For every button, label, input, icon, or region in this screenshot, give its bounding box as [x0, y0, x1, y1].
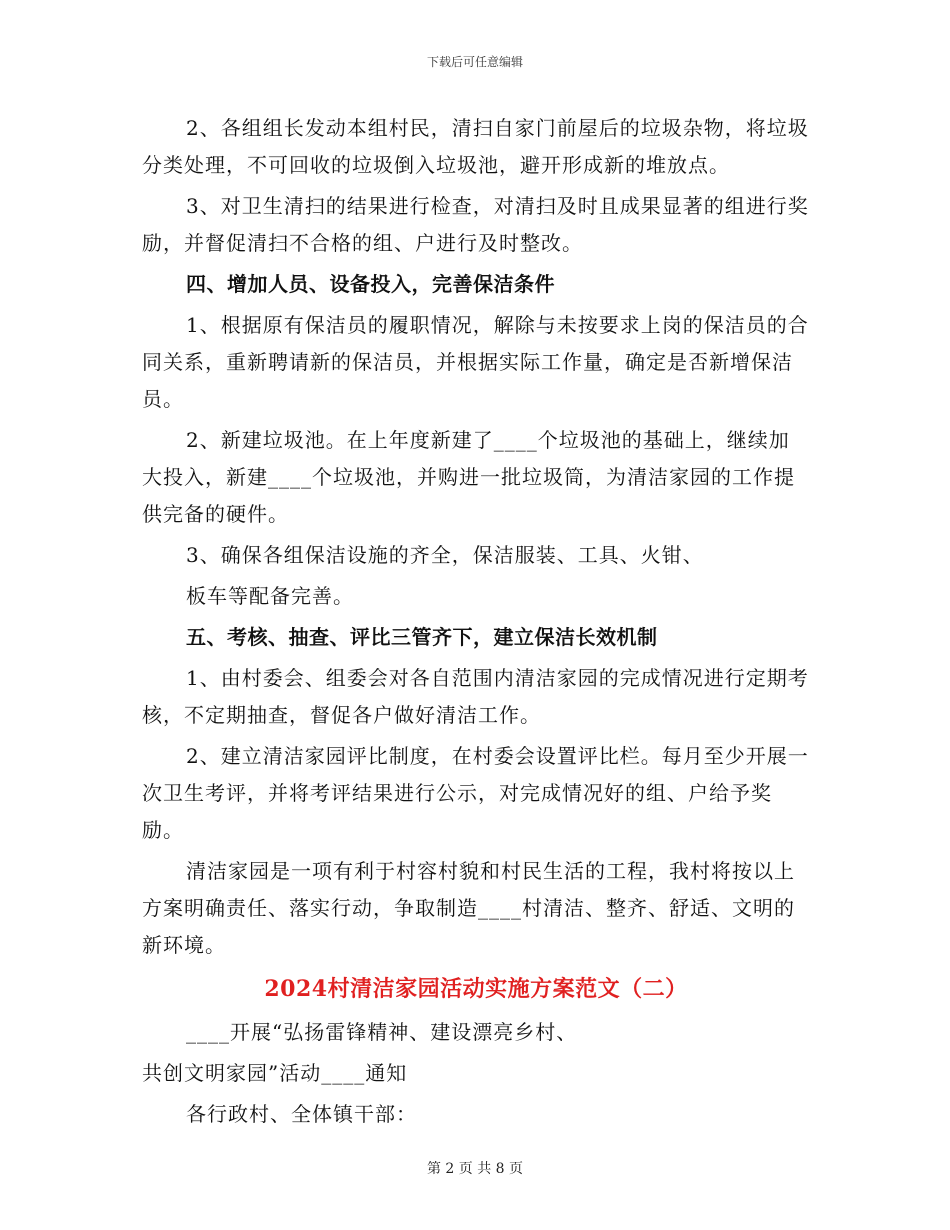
notice-line-1: ____开展“弘扬雷锋精神、建设漂亮乡村、 — [186, 1020, 578, 1044]
notice-line-2: 共创文明家园”活动____通知 — [142, 1061, 408, 1085]
page-number: 第 2 页 共 8 页 — [426, 1161, 524, 1177]
paragraph-facilities-cont: 板车等配备完善。 — [186, 584, 354, 608]
section-heading-5: 五、考核、抽查、评比三管齐下，建立保洁长效机制 — [186, 625, 658, 649]
paragraph-item-3: 3、对卫生清扫的结果进行检查，对清扫及时且成果显著的组进行奖励，并督促清扫不合格的组、户进行及时整改。 — [142, 194, 809, 255]
section-heading-4: 四、增加人员、设备投入，完善保洁条件 — [186, 272, 555, 296]
paragraph-facilities: 3、确保各组保洁设施的齐全，保洁服装、工具、火钳、 — [186, 543, 704, 567]
paragraph-staff: 1、根据原有保洁员的履职情况，解除与未按要求上岗的保洁员的合同关系，重新聘请新的保洁员，并根据实际工作量，确定是否新增保洁员。 — [142, 313, 809, 411]
paragraph-conclusion: 清洁家园是一项有利于村容村貌和村民生活的工程，我村将按以上方案明确责任、落实行动，争取制造____村清洁、整齐、舒适、文明的新环境。 — [142, 859, 795, 957]
paragraph-item-2: 2、各组组长发动本组村民，清扫自家门前屋后的垃圾杂物，将垃圾分类处理，不可回收的垃圾倒入垃圾池，避开形成新的堆放点。 — [142, 116, 809, 177]
paragraph-evaluation: 2、建立清洁家园评比制度，在村委会设置评比栏。每月至少开展一次卫生考评，并将考评结果进行公示，对完成情况好的组、户给予奖励。 — [142, 744, 809, 842]
document-body — [142, 110, 810, 1137]
section-title: 2024村清洁家园活动实施方案范文（二） — [264, 976, 688, 1002]
paragraph-garbage-pool: 2、新建垃圾池。在上年度新建了____个垃圾池的基础上，继续加大投入，新建____个垃圾池，并购进一批垃圾筒，为清洁家园的工作提供完备的硬件。 — [142, 428, 795, 526]
notice-line-3: 各行政村、全体镇干部： — [186, 1102, 417, 1126]
header-note: 下载后可任意编辑 — [426, 55, 523, 69]
paragraph-assessment: 1、由村委会、组委会对各自范围内清洁家园的完成情况进行定期考核，不定期抽查，督促各户做好清洁工作。 — [142, 666, 809, 727]
